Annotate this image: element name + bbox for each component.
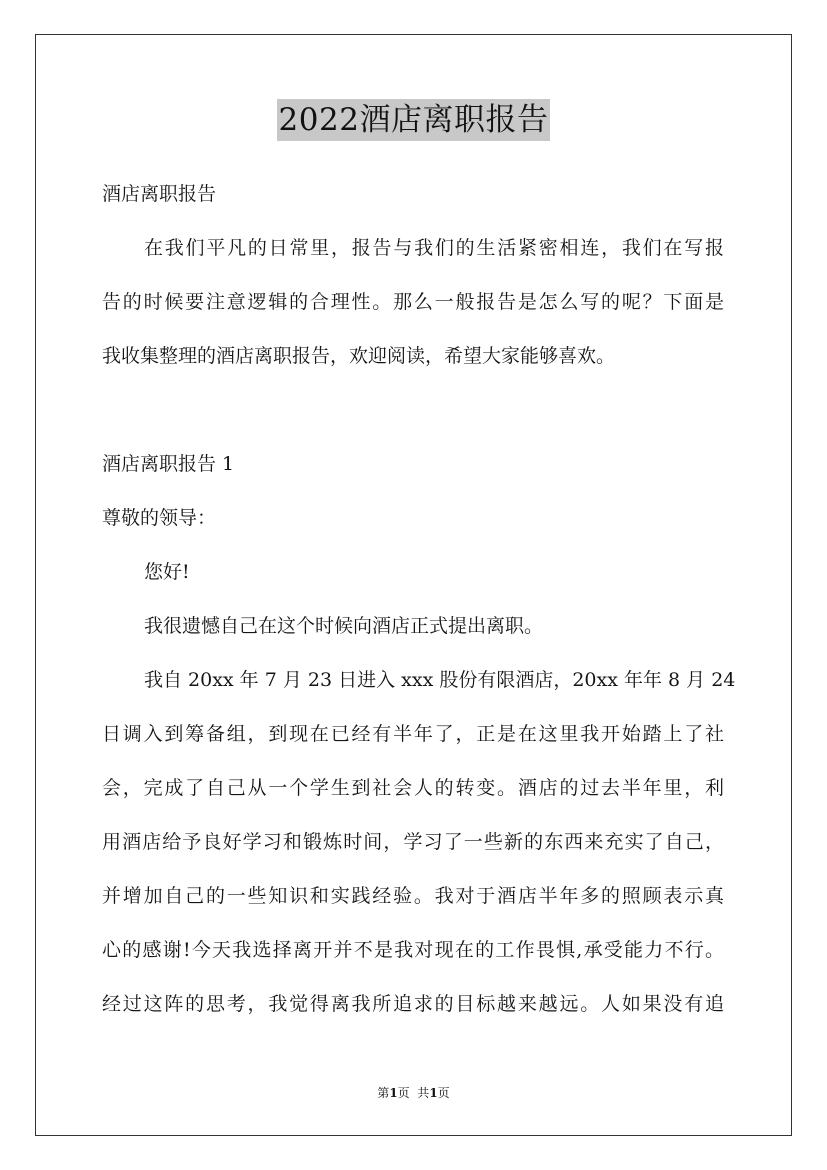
- body-line-2: 我自 20xx 年 7 月 23 日进入 xxx 股份有限酒店，20xx 年年 8 月 24: [144, 669, 736, 691]
- salutation: 尊敬的领导：: [102, 507, 217, 529]
- intro-line-3: 我收集整理的酒店离职报告，欢迎阅读，希望大家能够喜欢。: [102, 345, 616, 367]
- body-line-6: 并增加自己的一些知识和实践经验。我对于酒店半年多的照顾表示真: [102, 885, 724, 907]
- footer-mid: 页 共: [397, 1086, 430, 1100]
- body-line-5: 用酒店给予良好学习和锻炼时间，学习了一些新的东西来充实了自己，: [102, 831, 724, 853]
- body-line-7: 心的感谢!今天我选择离开并不是我对现在的工作畏惧,承受能力不行。: [102, 939, 724, 961]
- intro-line-2: 告的时候要注意逻辑的合理性。那么一般报告是怎么写的呢？下面是: [102, 291, 724, 313]
- page-footer: [0, 1085, 827, 1101]
- footer-page-total: 1: [429, 1086, 438, 1100]
- title-container: [0, 99, 827, 141]
- body-line-8: 经过这阵的思考，我觉得离我所追求的目标越来越远。人如果没有追: [102, 993, 724, 1015]
- body-line-3: 日调入到筹备组，到现在已经有半年了，正是在这里我开始踏上了社: [102, 723, 724, 745]
- body-line-4: 会，完成了自己从一个学生到社会人的转变。酒店的过去半年里，利: [102, 777, 724, 799]
- footer-suffix: 页: [437, 1086, 450, 1100]
- footer-page-current: 1: [389, 1086, 398, 1100]
- section-heading: 酒店离职报告 1: [102, 453, 235, 475]
- greeting: 您好!: [144, 561, 190, 583]
- body-line-1: 我很遗憾自己在这个时候向酒店正式提出离职。: [144, 615, 544, 637]
- subtitle: 酒店离职报告: [102, 183, 217, 205]
- footer-prefix: 第: [377, 1086, 390, 1100]
- document-title: 2022酒店离职报告: [277, 99, 551, 141]
- intro-line-1: 在我们平凡的日常里，报告与我们的生活紧密相连，我们在写报: [144, 237, 724, 259]
